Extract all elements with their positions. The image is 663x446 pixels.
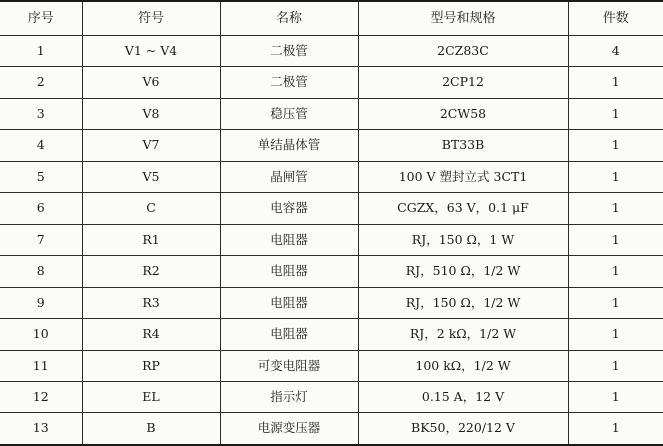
table-row [0,381,663,412]
cell-symbol: V1 ~ V4 [82,36,220,67]
cell-model-spec: BK50，220/12 V [358,413,568,445]
cell-model-spec: RJ，510 Ω，1/2 W [358,256,568,287]
cell-seq: 13 [0,413,82,445]
table-row [0,193,663,224]
table-row [0,319,663,350]
cell-name: 电容器 [220,193,358,224]
cell-seq: 7 [0,224,82,255]
cell-name: 电阻器 [220,319,358,350]
cell-symbol: R1 [82,224,220,255]
cell-seq: 4 [0,130,82,161]
cell-quantity: 4 [568,36,663,67]
cell-seq: 10 [0,319,82,350]
cell-quantity: 1 [568,319,663,350]
table-row [0,350,663,381]
cell-seq: 2 [0,67,82,98]
table-row [0,287,663,318]
table-row [0,98,663,129]
table-row [0,130,663,161]
cell-symbol: R3 [82,287,220,318]
cell-name: 二极管 [220,67,358,98]
cell-seq: 8 [0,256,82,287]
cell-quantity: 1 [568,67,663,98]
table-header-row [0,1,663,36]
header-seq: 序号 [0,1,82,36]
cell-name: 电阻器 [220,224,358,255]
cell-quantity: 1 [568,381,663,412]
cell-model-spec: 2CW58 [358,98,568,129]
cell-quantity: 1 [568,413,663,445]
cell-symbol: EL [82,381,220,412]
cell-quantity: 1 [568,130,663,161]
table-row [0,161,663,192]
cell-model-spec: CGZX，63 V，0.1 μF [358,193,568,224]
cell-name: 电阻器 [220,287,358,318]
cell-model-spec: RJ，150 Ω，1/2 W [358,287,568,318]
cell-seq: 6 [0,193,82,224]
cell-model-spec: BT33B [358,130,568,161]
cell-seq: 1 [0,36,82,67]
cell-model-spec: 100 V 塑封立式 3CT1 [358,161,568,192]
cell-quantity: 1 [568,224,663,255]
header-name: 名称 [220,1,358,36]
cell-symbol: RP [82,350,220,381]
cell-symbol: V5 [82,161,220,192]
cell-symbol: V8 [82,98,220,129]
cell-model-spec: 2CZ83C [358,36,568,67]
cell-seq: 11 [0,350,82,381]
cell-name: 指示灯 [220,381,358,412]
cell-symbol: V7 [82,130,220,161]
cell-symbol: V6 [82,67,220,98]
cell-name: 单结晶体管 [220,130,358,161]
cell-name: 可变电阻器 [220,350,358,381]
cell-symbol: R4 [82,319,220,350]
cell-model-spec: 100 kΩ，1/2 W [358,350,568,381]
header-quantity: 件数 [568,1,663,36]
cell-quantity: 1 [568,98,663,129]
cell-quantity: 1 [568,193,663,224]
table-row [0,36,663,67]
cell-seq: 3 [0,98,82,129]
cell-quantity: 1 [568,256,663,287]
table-row [0,256,663,287]
cell-quantity: 1 [568,287,663,318]
cell-name: 电阻器 [220,256,358,287]
cell-symbol: R2 [82,256,220,287]
cell-seq: 5 [0,161,82,192]
cell-quantity: 1 [568,161,663,192]
cell-name: 晶闸管 [220,161,358,192]
cell-model-spec: RJ，2 kΩ，1/2 W [358,319,568,350]
cell-model-spec: 0.15 A，12 V [358,381,568,412]
table-row [0,67,663,98]
cell-model-spec: 2CP12 [358,67,568,98]
cell-name: 二极管 [220,36,358,67]
cell-symbol: B [82,413,220,445]
header-model-spec: 型号和规格 [358,1,568,36]
cell-name: 稳压管 [220,98,358,129]
cell-seq: 12 [0,381,82,412]
header-symbol: 符号 [82,1,220,36]
cell-quantity: 1 [568,350,663,381]
cell-seq: 9 [0,287,82,318]
cell-symbol: C [82,193,220,224]
cell-name: 电源变压器 [220,413,358,445]
cell-model-spec: RJ，150 Ω，1 W [358,224,568,255]
table-row [0,224,663,255]
table-row [0,413,663,445]
